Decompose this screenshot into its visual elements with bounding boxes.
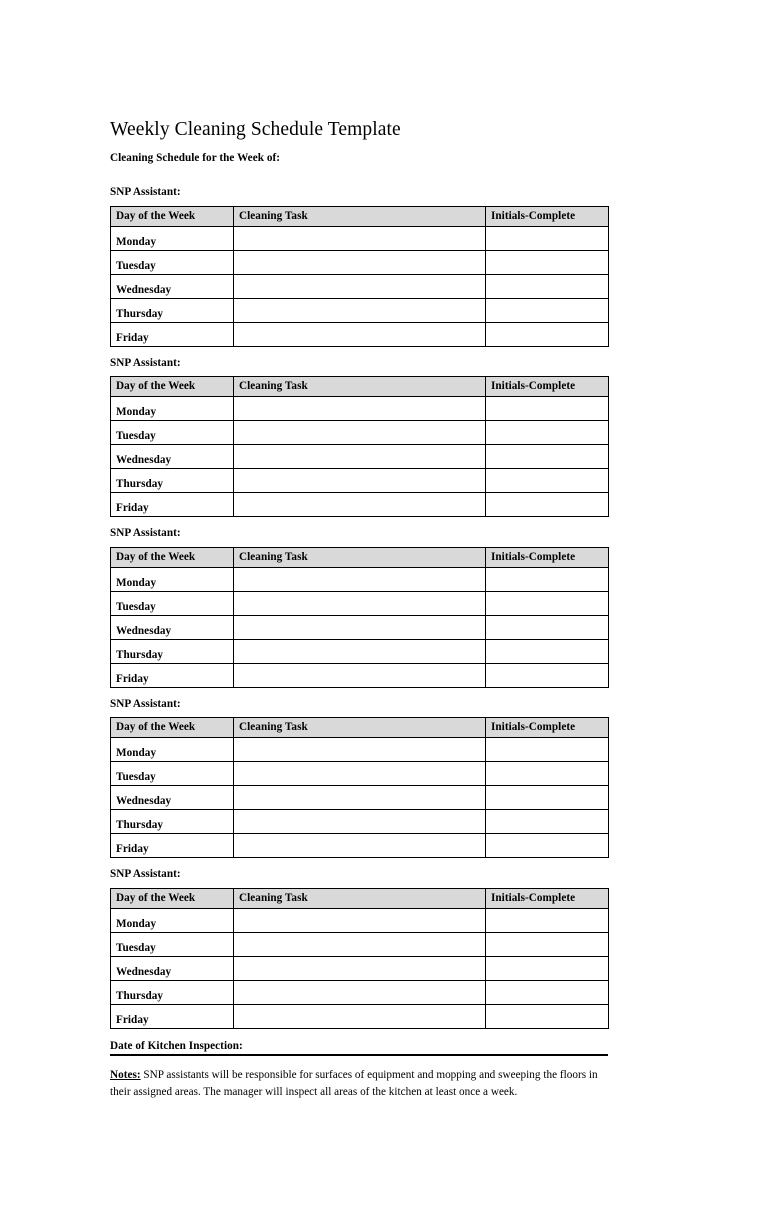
column-header: Initials-Complete bbox=[486, 206, 609, 226]
cleaning-schedule-table bbox=[110, 717, 609, 858]
day-of-week-cell: Friday bbox=[111, 834, 234, 858]
snp-assistant-label: SNP Assistant: bbox=[110, 527, 181, 540]
initials-complete-cell[interactable] bbox=[486, 298, 609, 322]
table-row bbox=[111, 810, 609, 834]
initials-complete-cell[interactable] bbox=[486, 956, 609, 980]
column-header: Initials-Complete bbox=[486, 718, 609, 738]
day-of-week-cell: Wednesday bbox=[111, 956, 234, 980]
initials-complete-cell[interactable] bbox=[486, 469, 609, 493]
initials-complete-cell[interactable] bbox=[486, 639, 609, 663]
day-of-week-cell: Monday bbox=[111, 567, 234, 591]
cleaning-task-cell[interactable] bbox=[234, 810, 486, 834]
column-header: Initials-Complete bbox=[486, 547, 609, 567]
day-of-week-cell: Thursday bbox=[111, 980, 234, 1004]
cleaning-task-cell[interactable] bbox=[234, 567, 486, 591]
table-header-row bbox=[111, 547, 609, 567]
cleaning-task-cell[interactable] bbox=[234, 834, 486, 858]
cleaning-task-cell[interactable] bbox=[234, 1004, 486, 1028]
initials-complete-cell[interactable] bbox=[486, 421, 609, 445]
table-row bbox=[111, 567, 609, 591]
table-row bbox=[111, 591, 609, 615]
table-row bbox=[111, 738, 609, 762]
day-of-week-cell: Monday bbox=[111, 738, 234, 762]
initials-complete-cell[interactable] bbox=[486, 274, 609, 298]
column-header: Cleaning Task bbox=[234, 206, 486, 226]
day-of-week-cell: Tuesday bbox=[111, 250, 234, 274]
day-of-week-cell: Friday bbox=[111, 663, 234, 687]
cleaning-schedule-table bbox=[110, 376, 609, 517]
snp-assistant-label: SNP Assistant: bbox=[110, 356, 181, 369]
column-header: Day of the Week bbox=[111, 377, 234, 397]
table-row bbox=[111, 932, 609, 956]
initials-complete-cell[interactable] bbox=[486, 445, 609, 469]
initials-complete-cell[interactable] bbox=[486, 834, 609, 858]
initials-complete-cell[interactable] bbox=[486, 615, 609, 639]
day-of-week-cell: Wednesday bbox=[111, 274, 234, 298]
table-header-row bbox=[111, 718, 609, 738]
initials-complete-cell[interactable] bbox=[486, 810, 609, 834]
notes-text: SNP assistants will be responsible for surfaces of equipment and mopping and sweeping the floors in their assigned areas. The manager will inspect all areas of the kitchen at least once a week. bbox=[110, 1068, 598, 1098]
cleaning-task-cell[interactable] bbox=[234, 397, 486, 421]
table-row bbox=[111, 615, 609, 639]
day-of-week-cell: Monday bbox=[111, 397, 234, 421]
day-of-week-cell: Wednesday bbox=[111, 786, 234, 810]
column-header: Day of the Week bbox=[111, 888, 234, 908]
day-of-week-cell: Friday bbox=[111, 322, 234, 346]
initials-complete-cell[interactable] bbox=[486, 250, 609, 274]
cleaning-task-cell[interactable] bbox=[234, 932, 486, 956]
cleaning-task-cell[interactable] bbox=[234, 762, 486, 786]
table-row bbox=[111, 762, 609, 786]
day-of-week-cell: Monday bbox=[111, 908, 234, 932]
day-of-week-cell: Thursday bbox=[111, 639, 234, 663]
cleaning-task-cell[interactable] bbox=[234, 956, 486, 980]
initials-complete-cell[interactable] bbox=[486, 1004, 609, 1028]
table-row bbox=[111, 322, 609, 346]
column-header: Day of the Week bbox=[111, 718, 234, 738]
day-of-week-cell: Friday bbox=[111, 493, 234, 517]
table-row bbox=[111, 274, 609, 298]
initials-complete-cell[interactable] bbox=[486, 663, 609, 687]
page-title: Weekly Cleaning Schedule Template bbox=[110, 119, 401, 140]
table-row bbox=[111, 250, 609, 274]
cleaning-schedule-table bbox=[110, 547, 609, 688]
cleaning-schedule-table bbox=[110, 206, 609, 347]
day-of-week-cell: Monday bbox=[111, 226, 234, 250]
initials-complete-cell[interactable] bbox=[486, 397, 609, 421]
notes-paragraph bbox=[110, 1067, 604, 1102]
table-row bbox=[111, 298, 609, 322]
cleaning-task-cell[interactable] bbox=[234, 591, 486, 615]
day-of-week-cell: Tuesday bbox=[111, 421, 234, 445]
table-row bbox=[111, 226, 609, 250]
cleaning-task-cell[interactable] bbox=[234, 469, 486, 493]
cleaning-task-cell[interactable] bbox=[234, 980, 486, 1004]
initials-complete-cell[interactable] bbox=[486, 908, 609, 932]
cleaning-task-cell[interactable] bbox=[234, 738, 486, 762]
initials-complete-cell[interactable] bbox=[486, 493, 609, 517]
initials-complete-cell[interactable] bbox=[486, 738, 609, 762]
day-of-week-cell: Tuesday bbox=[111, 932, 234, 956]
snp-assistant-label: SNP Assistant: bbox=[110, 186, 181, 199]
day-of-week-cell: Friday bbox=[111, 1004, 234, 1028]
table-header-row bbox=[111, 377, 609, 397]
day-of-week-cell: Wednesday bbox=[111, 445, 234, 469]
cleaning-task-cell[interactable] bbox=[234, 786, 486, 810]
column-header: Day of the Week bbox=[111, 547, 234, 567]
table-row bbox=[111, 421, 609, 445]
column-header: Initials-Complete bbox=[486, 377, 609, 397]
cleaning-task-cell[interactable] bbox=[234, 421, 486, 445]
cleaning-task-cell[interactable] bbox=[234, 250, 486, 274]
cleaning-task-cell[interactable] bbox=[234, 615, 486, 639]
initials-complete-cell[interactable] bbox=[486, 786, 609, 810]
table-row bbox=[111, 786, 609, 810]
table-header-row bbox=[111, 888, 609, 908]
notes-label: Notes: bbox=[110, 1068, 141, 1081]
day-of-week-cell: Wednesday bbox=[111, 615, 234, 639]
cleaning-task-cell[interactable] bbox=[234, 445, 486, 469]
snp-assistant-label: SNP Assistant: bbox=[110, 868, 181, 881]
table-row bbox=[111, 469, 609, 493]
initials-complete-cell[interactable] bbox=[486, 762, 609, 786]
initials-complete-cell[interactable] bbox=[486, 591, 609, 615]
table-row bbox=[111, 397, 609, 421]
table-row bbox=[111, 908, 609, 932]
day-of-week-cell: Thursday bbox=[111, 298, 234, 322]
table-row bbox=[111, 956, 609, 980]
cleaning-task-cell[interactable] bbox=[234, 298, 486, 322]
initials-complete-cell[interactable] bbox=[486, 980, 609, 1004]
schedule-sections bbox=[110, 186, 608, 1028]
table-row bbox=[111, 980, 609, 1004]
cleaning-schedule-table bbox=[110, 888, 609, 1029]
week-of-subtitle: Cleaning Schedule for the Week of: bbox=[110, 152, 281, 164]
cleaning-task-cell[interactable] bbox=[234, 639, 486, 663]
cleaning-task-cell[interactable] bbox=[234, 493, 486, 517]
table-row bbox=[111, 639, 609, 663]
cleaning-task-cell[interactable] bbox=[234, 322, 486, 346]
initials-complete-cell[interactable] bbox=[486, 322, 609, 346]
initials-complete-cell[interactable] bbox=[486, 226, 609, 250]
cleaning-task-cell[interactable] bbox=[234, 226, 486, 250]
column-header: Initials-Complete bbox=[486, 888, 609, 908]
table-row bbox=[111, 1004, 609, 1028]
table-row bbox=[111, 493, 609, 517]
column-header: Cleaning Task bbox=[234, 377, 486, 397]
day-of-week-cell: Thursday bbox=[111, 469, 234, 493]
document-body bbox=[110, 118, 608, 1101]
kitchen-inspection-label: Date of Kitchen Inspection: bbox=[110, 1039, 608, 1056]
table-header-row bbox=[111, 206, 609, 226]
initials-complete-cell[interactable] bbox=[486, 932, 609, 956]
table-row bbox=[111, 663, 609, 687]
cleaning-task-cell[interactable] bbox=[234, 908, 486, 932]
day-of-week-cell: Thursday bbox=[111, 810, 234, 834]
column-header: Cleaning Task bbox=[234, 547, 486, 567]
day-of-week-cell: Tuesday bbox=[111, 591, 234, 615]
cleaning-task-cell[interactable] bbox=[234, 274, 486, 298]
table-row bbox=[111, 834, 609, 858]
initials-complete-cell[interactable] bbox=[486, 567, 609, 591]
column-header: Cleaning Task bbox=[234, 888, 486, 908]
day-of-week-cell: Tuesday bbox=[111, 762, 234, 786]
column-header: Day of the Week bbox=[111, 206, 234, 226]
table-row bbox=[111, 445, 609, 469]
snp-assistant-label: SNP Assistant: bbox=[110, 697, 181, 710]
column-header: Cleaning Task bbox=[234, 718, 486, 738]
cleaning-task-cell[interactable] bbox=[234, 663, 486, 687]
